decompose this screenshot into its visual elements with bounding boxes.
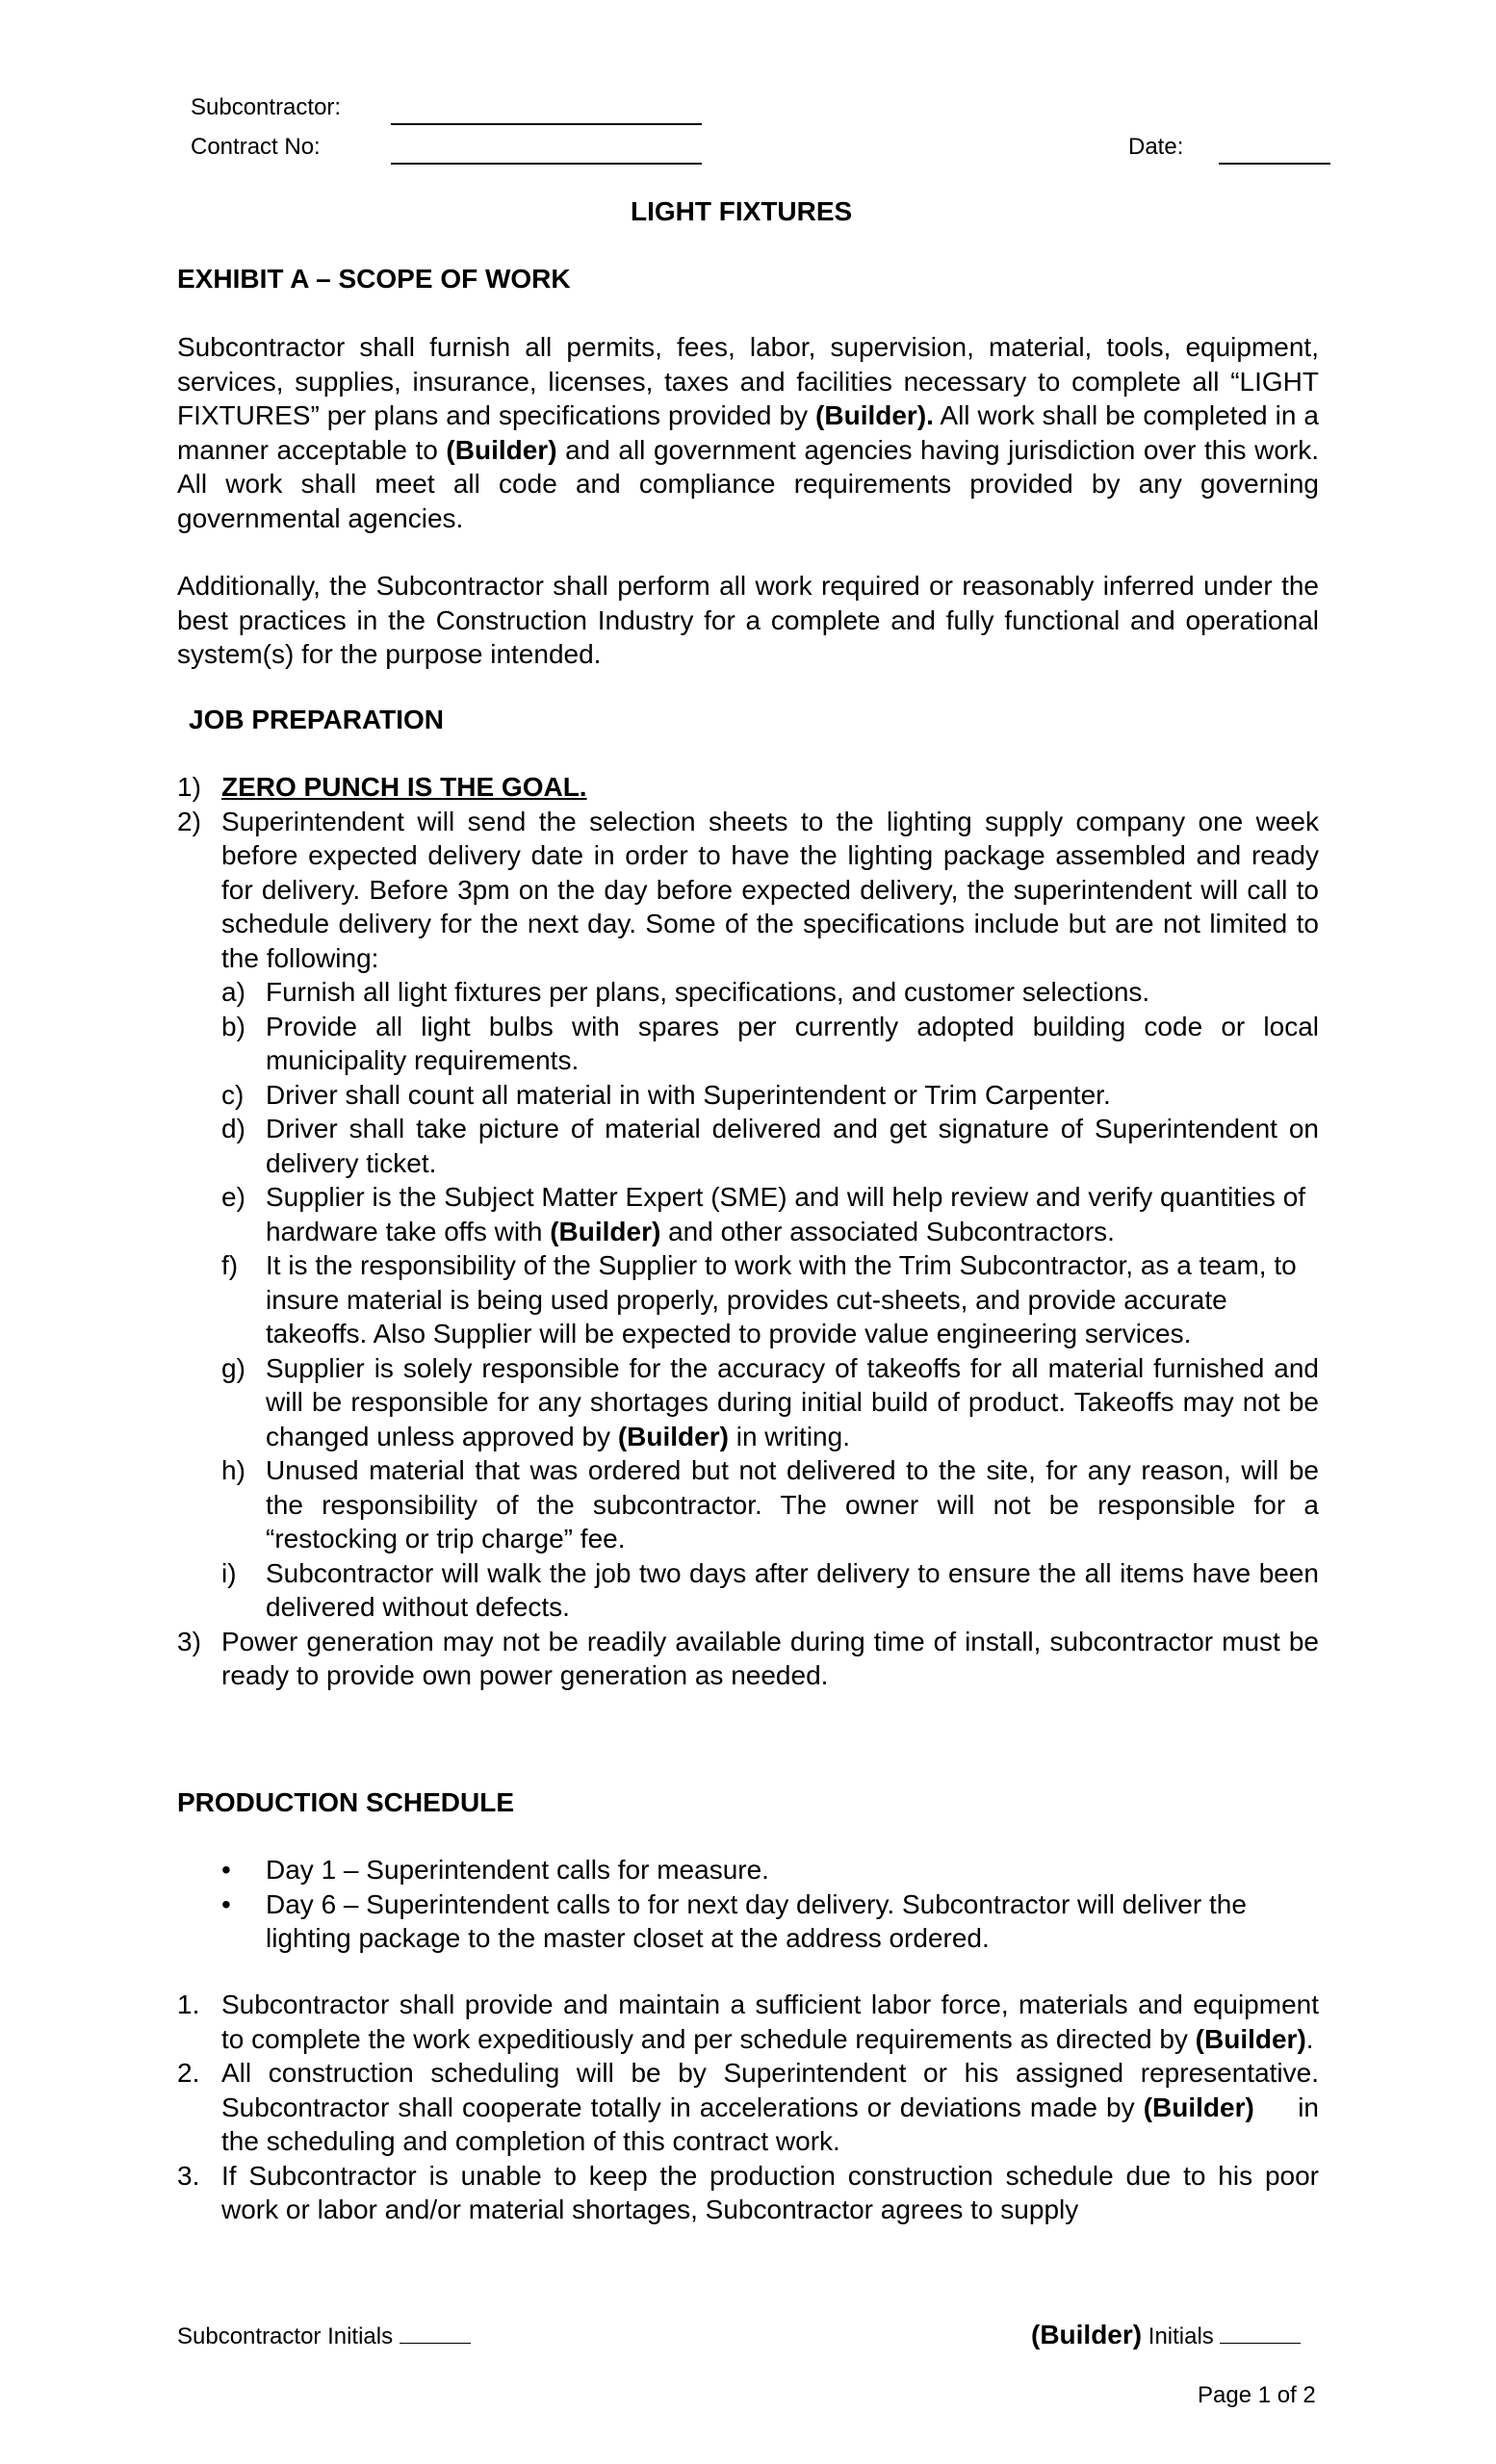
job-preparation-heading [189, 703, 1330, 737]
sublist-letter: i) [221, 1557, 237, 1588]
sublist-letter: f) [221, 1250, 239, 1280]
sublist-text: Subcontractor will walk the job two days after delivery to ensure the all items have been delivered without defects. [266, 1557, 1319, 1622]
footer-label: Subcontractor Initials [177, 2323, 394, 2349]
sublist-item [221, 1556, 1319, 1625]
sublist-text: in writing. [728, 1421, 850, 1451]
list-number: 1) [177, 772, 201, 802]
intro-text-b: All work shall be completed in a manner acceptable to [177, 400, 1319, 465]
date-field[interactable] [1219, 163, 1330, 165]
sublist-text: Supplier is the Subject Matter Expert (SME) and will help review and verify quantities of hardware take offs with [266, 1182, 1306, 1246]
sublist-item [221, 1180, 1319, 1248]
sublist-item [221, 1078, 1319, 1113]
subcontractor-initials [177, 2323, 471, 2350]
bullet-icon: • [221, 1855, 231, 1885]
list-item-text: All construction scheduling will be by Superintendent or his assigned representative. Subcontractor shall cooperate totally in accelerations or deviations made by [221, 2058, 1319, 2122]
list-item-text: If Subcontractor is unable to keep the production construction schedule due to his poor work or labor and/or material shortages, Subcontractor agrees to supply [221, 2160, 1319, 2224]
list-item [177, 2056, 1327, 2159]
intro-text-a: Subcontractor shall furnish all permits, fees, labor, supervision, material, tools, equipment, services, supplies, insurance, licenses, taxes and facilities necessary to complete all “LIGHT FIXTURES” per plans and specifications provided by [177, 332, 1319, 430]
builder-initials-field[interactable] [1220, 2343, 1301, 2344]
intro-section [177, 330, 1319, 535]
sublist-text: Unused material that was ordered but not delivered to the site, for any reason, will be the responsibility of the subcontractor. The owner will not be responsible for a “restocking or trip charge” fee. [266, 1455, 1319, 1553]
sublist-text: Driver shall count all material in with Superintendent or Trim Carpenter. [266, 1079, 1111, 1110]
intro-paragraph-2: Additionally, the Subcontractor shall perform all work required or reasonably inferred under the best practices in the Construction Industry for a complete and fully functional and operational system(s) for the purpose intended. [177, 571, 1319, 669]
sublist-item [221, 1010, 1319, 1078]
sublist-item [221, 1248, 1319, 1351]
sublist-letter: d) [221, 1114, 245, 1143]
sublist-letter: e) [221, 1182, 245, 1212]
sublist-letter: a) [221, 977, 245, 1007]
sublist-item [221, 1351, 1319, 1454]
list-number: 3. [177, 2160, 200, 2191]
document-title: LIGHT FIXTURES [631, 196, 853, 226]
list-item [177, 805, 1319, 1625]
sublist-item [221, 975, 1319, 1010]
builder-ref: (Builder) [550, 1216, 661, 1246]
bullet-icon: • [221, 1888, 231, 1919]
exhibit-heading: EXHIBIT A – SCOPE OF WORK [177, 264, 571, 294]
production-numbered-list [177, 1988, 1327, 2227]
bullet-text: Day 1 – Superintendent calls for measure. [266, 1855, 769, 1885]
list-item [177, 1988, 1319, 2056]
list-item [177, 770, 1319, 805]
sublist-letter: g) [221, 1352, 245, 1383]
sublist-text: It is the responsibility of the Supplier to work with the Trim Subcontractor, as a team, to insure material is being used properly, provides cut-sheets, and provide accurate takeoffs. Also Supplier will be expected to provide value engineering services. [266, 1250, 1297, 1348]
list-number: 2) [177, 806, 201, 836]
bullet-item [221, 1887, 1319, 1956]
builder-initials [1031, 2320, 1301, 2350]
production-bullets [177, 1853, 1319, 1956]
spec-sublist [221, 975, 1319, 1625]
contract-no-label: Contract No: [191, 134, 321, 160]
intro-paragraph-1 [177, 330, 1319, 535]
sublist-text: Provide all light bulbs with spares per currently adopted building code or local municipality requirements. [266, 1011, 1319, 1075]
builder-ref: (Builder) [1195, 2023, 1306, 2054]
list-number: 2. [177, 2058, 200, 2088]
intro-section-2 [177, 569, 1319, 672]
builder-ref: (Builder) [1031, 2320, 1143, 2349]
sublist-text: Supplier is solely responsible for the accuracy of takeoffs for all material furnished and will be responsible for any shortages during initial build of product. Takeoffs may not be changed unless approved by [266, 1352, 1319, 1451]
sublist-text: Furnish all light fixtures per plans, specifications, and customer selections. [266, 977, 1150, 1007]
sublist-text: Driver shall take picture of material delivered and get signature of Superintendent on delivery ticket. [266, 1114, 1319, 1178]
list-number: 3) [177, 1626, 201, 1656]
builder-ref: (Builder). [815, 400, 934, 430]
sublist-letter: b) [221, 1011, 245, 1041]
bullet-text: Day 6 – Superintendent calls to for next day delivery. Subcontractor will deliver the lighting package to the master closet at the address ordered. [266, 1888, 1247, 1953]
footer-label: Initials [1148, 2323, 1214, 2349]
date-label: Date: [1128, 134, 1184, 160]
bullet-item [221, 1853, 1319, 1887]
subcontractor-label: Subcontractor: [191, 94, 342, 120]
zero-punch-goal: ZERO PUNCH IS THE GOAL. [221, 772, 587, 802]
list-item [177, 1625, 1319, 1693]
builder-ref: (Builder) [446, 434, 557, 465]
list-item-text: in the scheduling and completion of this contract work. [221, 2092, 1327, 2156]
list-item-text: Power generation may not be readily available during time of install, subcontractor must be ready to provide own power generation as needed. [221, 1626, 1319, 1690]
sublist-letter: h) [221, 1455, 245, 1485]
list-number: 1. [177, 1989, 200, 2019]
list-item-text: Subcontractor shall provide and maintain a sufficient labor force, materials and equipment to complete the work expeditiously and per schedule requirements as directed by [221, 1989, 1319, 2054]
sublist-text: and other associated Subcontractors. [660, 1216, 1115, 1246]
sublist-item [221, 1112, 1319, 1180]
section-heading: PRODUCTION SCHEDULE [177, 1787, 515, 1817]
list-item [177, 2159, 1319, 2227]
list-item-text: Superintendent will send the selection sheets to the lighting supply company one week before expected delivery date in order to have the lighting package assembled and ready for delivery. Before 3pm on the day before expected delivery, the superintendent will call to schedule delivery for the next day. Some of the specifications include but are not limited to the following: [221, 806, 1319, 973]
contract-no-field[interactable] [391, 163, 702, 165]
section-heading: JOB PREPARATION [189, 705, 444, 734]
production-schedule-heading [177, 1785, 1319, 1820]
builder-ref: (Builder) [1143, 2092, 1254, 2122]
page-number: Page 1 of 2 [1198, 2382, 1316, 2408]
builder-ref: (Builder) [617, 1421, 729, 1451]
subcontractor-field[interactable] [391, 123, 702, 125]
job-preparation-list [177, 770, 1319, 1693]
sublist-item [221, 1453, 1319, 1556]
intro-text-c: and all government agencies having jurisdiction over this work. All work shall meet all code and compliance requirements provided by any governing governmental agencies. [177, 434, 1319, 533]
subcontractor-initials-field[interactable] [400, 2343, 471, 2344]
list-item-text: . [1305, 2023, 1314, 2054]
sublist-letter: c) [221, 1079, 245, 1110]
